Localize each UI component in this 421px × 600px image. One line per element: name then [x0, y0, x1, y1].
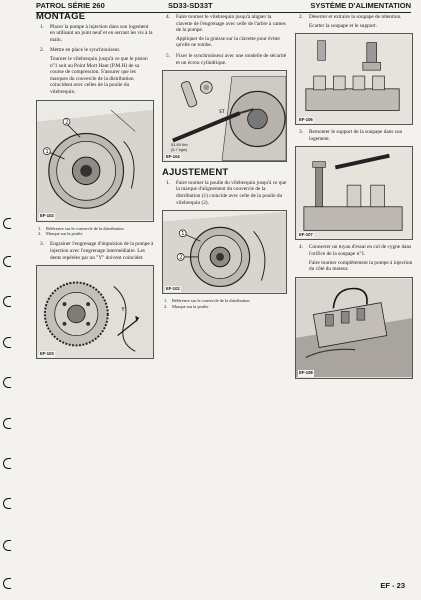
figure-ef-102-alignment [162, 210, 287, 294]
step-number: 1. [40, 23, 44, 30]
header-center: SD33-SD33T [168, 1, 213, 10]
step-text: Faire tourner la poulie du vilebrequin jusqu'à ce que la marque d'alignement du couvercle de la distribution (1) coincide avec celle de la poulie du vilebrequin (2). [176, 179, 287, 206]
gear-illustration [37, 266, 153, 358]
figure-ef-106-valve [295, 33, 413, 125]
svg-text:2: 2 [179, 254, 183, 261]
montage-step-2 [36, 47, 154, 95]
binder-ring [3, 256, 11, 267]
montage-step-3 [36, 241, 154, 261]
figure-label: EF-102 [40, 212, 54, 218]
figure-ef-108-test-pipe [295, 277, 413, 379]
figure-ef-104-synchronizer [162, 70, 287, 162]
figure-label: EF-103 [40, 350, 54, 356]
figure-label: EF-108 [299, 370, 313, 376]
step-number: 3. [299, 129, 303, 136]
ajustement-step-4 [295, 244, 413, 272]
figure-ef-103-gears [36, 265, 154, 359]
pulley-illustration [37, 101, 153, 221]
figure-ef-107-support [295, 146, 413, 240]
step-subtext: Ecarter la soupape et le support. [309, 22, 377, 29]
ajustement-step-3 [295, 129, 413, 142]
column-right [295, 14, 413, 383]
figure-legend [36, 226, 154, 237]
page-header [36, 0, 411, 13]
binder-ring [3, 578, 11, 589]
legend-item [36, 231, 154, 236]
legend-text: Marque sur la poulie [46, 230, 83, 236]
montage-step-4 [162, 14, 287, 49]
step-subtext: Faire tourner complètement la pompe à injection du côté du moteur. [309, 259, 413, 273]
figure-legend [162, 298, 287, 309]
legend-number: 1. [38, 225, 42, 231]
legend-text: Référence sur le couvercle de la distribution [46, 225, 124, 231]
svg-text:1: 1 [45, 148, 49, 155]
step-text: Engrainer l'engrenage d'impulsion de la pompe à injection avec l'engrenage intermédiaire. Les dents repérées par un "Y" doivent coincider. [50, 241, 154, 261]
svg-text:2: 2 [65, 118, 69, 125]
binder-ring [3, 296, 11, 307]
step-text: Placer la pompe à injection dans son logement en utilisant un joint neuf et en serrant les vis à la main. [50, 23, 153, 43]
legend-text: Référence sur le couvercle de la distribution [172, 298, 250, 304]
step-number: 3. [40, 241, 44, 248]
step-subtext: Tourner le vilebrequin jusqu'à ce que le piston n°1 soit au Point Mort Haut (P.M.H) de sa course de compression. S'assurer que les marques du couvercle de la distribution coincident avec celles de la poulie du vilebrequin. [50, 55, 148, 95]
step-text: Faire tourner le vilebrequin jusqu'à aligner la clavette de l'engrenage avec celle de l'arbre à cames de la pompe. [176, 14, 286, 34]
step-number: 4. [299, 244, 303, 251]
legend-item [162, 304, 287, 309]
figure-label: EF-106 [299, 116, 313, 122]
support-illustration [296, 147, 412, 239]
binder-ring [3, 337, 11, 348]
section-title-ajustement: AJUSTEMENT [162, 167, 229, 179]
step-text: Remonter le support de la soupape dans son logement. [309, 129, 403, 142]
montage-step-5 [162, 53, 287, 66]
montage-step-1 [36, 24, 154, 44]
binder-ring [3, 458, 11, 469]
valve-illustration [296, 34, 412, 124]
column-montage [36, 11, 154, 363]
figure-ef-102-pulley [36, 100, 154, 222]
legend-number: 2. [38, 230, 42, 236]
step-subtext: Appliquer de la graisse sur la clavette pour éviter qu'elle ne tombe. [176, 35, 281, 49]
torque-value: 53-65 Nm (5-7 kgm) [171, 143, 188, 152]
step-number: 2. [40, 47, 44, 54]
step-text: Connecter un tuyau d'essai en col de cygne dans l'orifice de la soupape n°1. [309, 244, 412, 257]
binder-ring [3, 540, 11, 551]
ajustement-step-2 [295, 14, 413, 29]
figure-label: EF-107 [299, 231, 313, 237]
step-text: Mettre en place le synchroniseur. [50, 47, 121, 54]
legend-text: Marque sur la poulie [172, 303, 209, 309]
section-title-montage: MONTAGE [36, 11, 86, 22]
binder-ring [3, 498, 11, 509]
svg-text:ST: ST [219, 110, 225, 116]
binder-ring [3, 377, 11, 388]
legend-number: 1. [164, 298, 168, 304]
alignment-illustration [163, 211, 286, 293]
figure-label: EF-104 [166, 153, 180, 159]
step-number: 4. [166, 14, 170, 20]
step-text: Fixer le synchroniseur avec une rondelle de sécurité et un écrou cylindrique. [176, 52, 287, 66]
step-text: Déserrer et extraire la soupape de rétention. [309, 14, 402, 20]
binder-ring [3, 218, 11, 229]
header-right: SYSTÈME D'ALIMENTATION [310, 1, 411, 10]
legend-number: 2. [164, 303, 168, 309]
figure-label: EF-102 [166, 285, 180, 291]
ajustement-step-1 [162, 180, 287, 206]
step-number: 5. [166, 52, 170, 59]
step-number: 2. [299, 14, 303, 20]
svg-text:1: 1 [181, 231, 185, 238]
column-middle [162, 14, 287, 314]
binder-ring [3, 418, 11, 429]
test-pipe-illustration [296, 278, 412, 378]
page-number: EF - 23 [380, 581, 405, 590]
svg-text:Y: Y [121, 307, 125, 314]
header-left: PATROL SÉRIE 260 [36, 1, 105, 10]
step-number: 1. [166, 179, 170, 186]
